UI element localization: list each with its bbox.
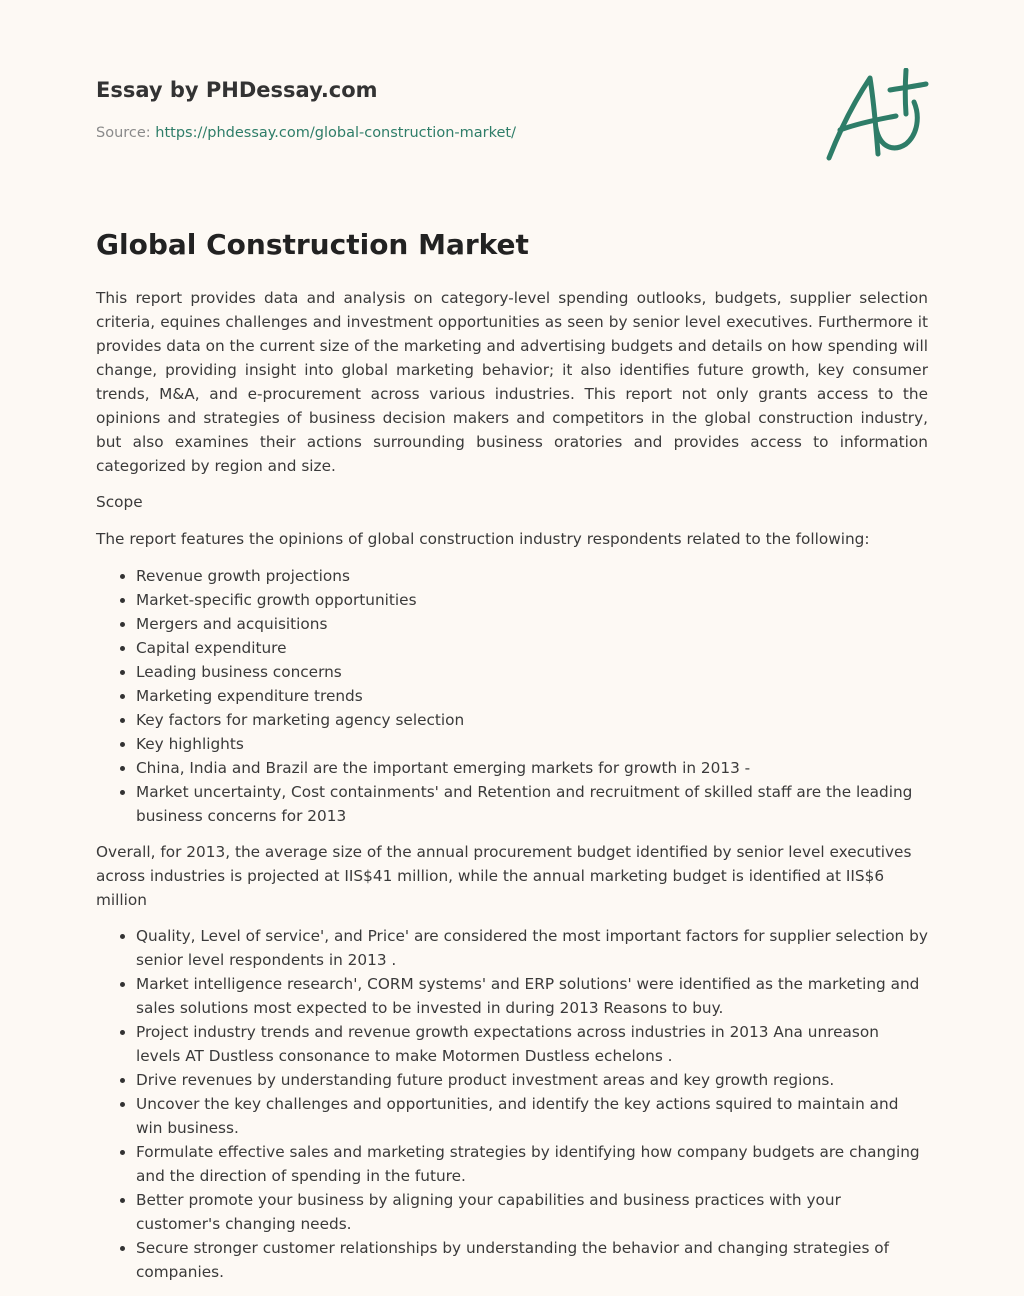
list-item: • China, India and Brazil are the important emerging markets for growth in 2013 - <box>136 756 928 780</box>
list-item: • Marketing expenditure trends <box>136 684 928 708</box>
intro-paragraph: This report provides data and analysis on category-level spending outlooks, budgets, supplier selection criteria, equines challenges and investment opportunities as seen by senior level executives. Furthermore it provides data on the current size of the marketing and advertising budgets and details on how spending will change, providing insight into global marketing behavior; it also identifies future growth, key consumer trends, M&A, and e-procurement across various industries. This report not only grants access to the opinions and strategies of business decision makers and competitors in the global construction industry, but also examines their actions surrounding business oratories and provides access to information categorized by region and size. <box>96 289 928 475</box>
source-label: Source: <box>96 125 151 141</box>
list-item: • Market intelligence research', CORM systems' and ERP solutions' were identified as the marketing and sales solutions most expected to be invested in during 2013 Reasons to buy. <box>136 972 928 1020</box>
source-line <box>96 122 928 144</box>
overall-paragraph: Overall, for 2013, the average size of the annual procurement budget identified by senior level executives across industries is projected at IIS$41 million, while the annual marketing budget is identified at IIS$6 million <box>96 843 912 909</box>
list-item: • Better promote your business by aligning your capabilities and business practices with your customer's changing needs. <box>136 1188 928 1236</box>
scope-list <box>96 564 928 828</box>
page-title: Global Construction Market <box>96 228 529 261</box>
list-item: • Leading business concerns <box>136 660 928 684</box>
list-item: • Uncover the key challenges and opportunities, and identify the key actions squired to maintain and win business. <box>136 1092 928 1140</box>
list-item: • Market-specific growth opportunities <box>136 588 928 612</box>
list-item: • Mergers and acquisitions <box>136 612 928 636</box>
article-content <box>96 226 928 1296</box>
scope-heading: Scope <box>96 493 143 511</box>
brand-title: Essay by PHDessay.com <box>96 78 378 102</box>
list-item: • Secure stronger customer relationships by understanding the behavior and changing strategies of companies. <box>136 1236 928 1284</box>
list-item: • Key factors for marketing agency selection <box>136 708 928 732</box>
header <box>96 74 928 144</box>
findings-list <box>96 924 928 1284</box>
list-item: • Market uncertainty, Cost containments' and Retention and recruitment of skilled staff are the leading business concerns for 2013 <box>136 780 928 828</box>
list-item: • Revenue growth projections <box>136 564 928 588</box>
list-item: • Key highlights <box>136 732 928 756</box>
list-item: • Drive revenues by understanding future product investment areas and key growth regions. <box>136 1068 928 1092</box>
source-link[interactable]: https://phdessay.com/global-construction-market/ <box>155 125 516 141</box>
list-item: • Formulate effective sales and marketing strategies by identifying how company budgets are changing and the direction of spending in the future. <box>136 1140 928 1188</box>
list-item: • Quality, Level of service', and Price' are considered the most important factors for supplier selection by senior level respondents in 2013 . <box>136 924 928 972</box>
scope-intro: The report features the opinions of global construction industry respondents related to the following: <box>96 530 870 548</box>
list-item: • Capital expenditure <box>136 636 928 660</box>
list-item: • Project industry trends and revenue growth expectations across industries in 2013 Ana unreason levels AT Dustless consonance to make Motormen Dustless echelons . <box>136 1020 928 1068</box>
a-plus-logo-icon <box>820 68 930 164</box>
